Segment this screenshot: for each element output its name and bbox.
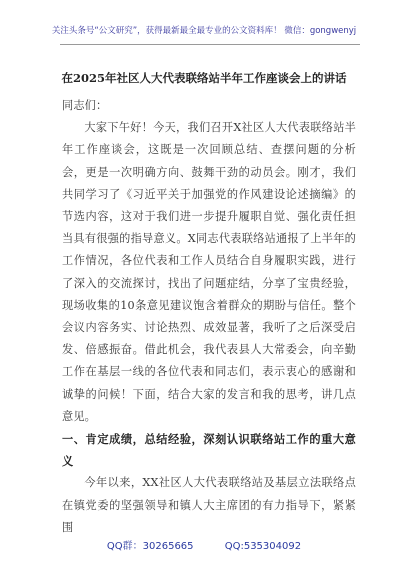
footer-qq-group: QQ群：30265665 [106, 541, 194, 552]
section-heading: 一、肯定成绩，总结经验，深刻认识联络站工作的重大意义 [62, 432, 356, 469]
body-paragraph: 大家下午好！今天，我们召开X社区人大代表联络站半年工作座谈会，这既是一次回顾总结、查摆问题的分析会，更是一次明确方向、鼓舞干劲的动员会。刚才，我们共同学习了《习近平关于加强党的作风建设论述摘编》的节选内容，这对于我们进一步提升履职自觉、强化责任担当具有很强的指导意义。X同志代表联络站通报了上半年的工作情况，各位代表和工作人员结合自身履职实践，进行了深入的交流探讨，找出了问题症结，分享了宝贵经验，现场收集的10条意见建议饱含着群众的期盼与信任。整个会议内容务实、讨论热烈、成效显著，我听了之后深受启发、倍感振奋。借此机会，我代表县人大常委会，向辛勤工作在基层一线的各位代表和同志们，表示衷心的感谢和诚挚的问候！下面，结合大家的发言和我的思考，讲几点意见。 [62, 121, 356, 423]
document-body [62, 95, 356, 539]
greeting: 同志们： [62, 99, 108, 112]
document-title: 在2025年社区人大代表联络站半年工作座谈会上的讲话 [61, 71, 347, 85]
header-promo-note: 关注头条号“公文研究”，获得最新最全最专业的公文资料库！ 微信：gongwenyj [51, 26, 357, 36]
body-paragraph: 今年以来，XX社区人大代表联络站及基层立法联络点在镇党委的坚强领导和镇人大主席团的有力指导下，紧紧围 [62, 476, 356, 534]
footer-contact [0, 537, 408, 552]
footer-qq-number: QQ:535304092 [224, 541, 302, 552]
header-divider [60, 44, 360, 45]
